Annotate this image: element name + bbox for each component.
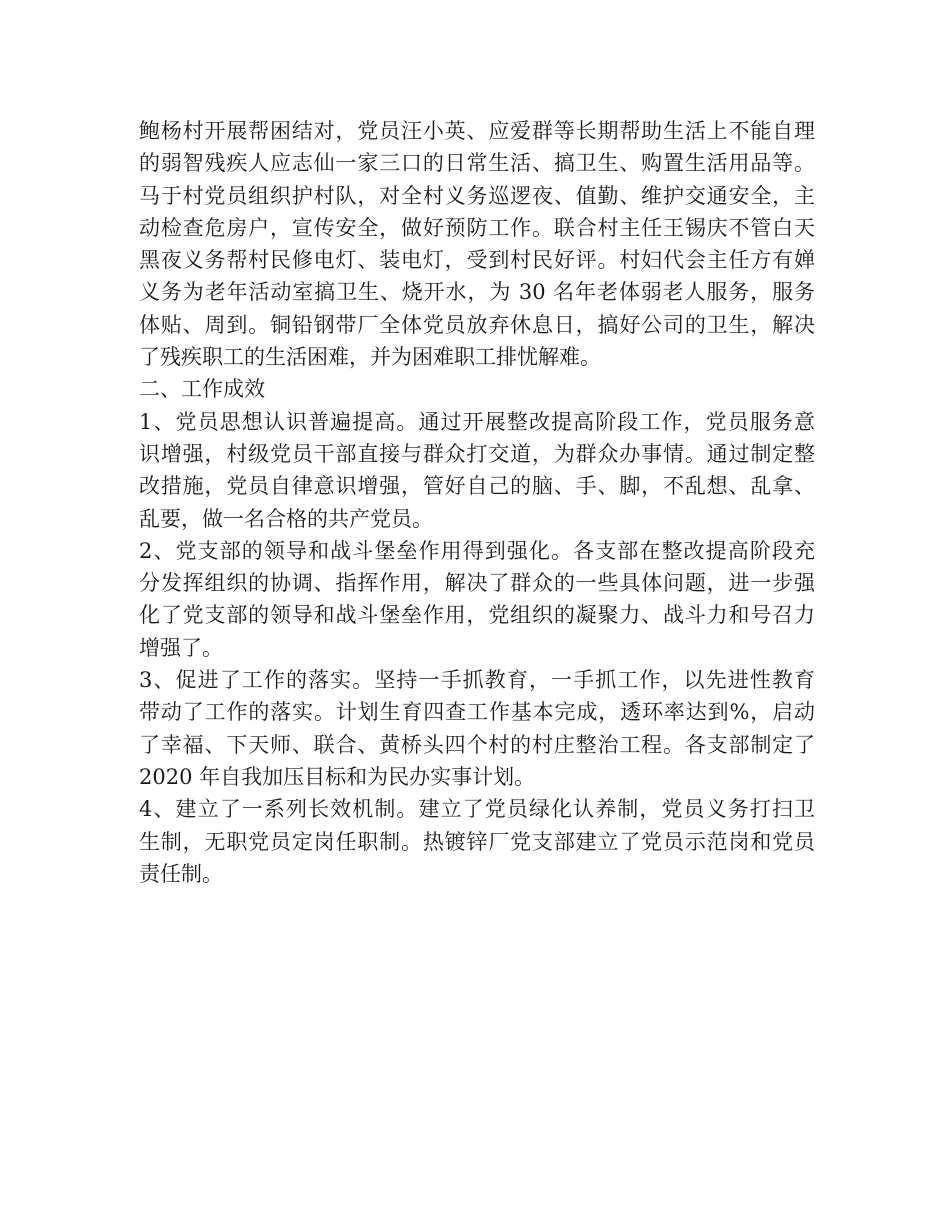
text-line: 了残疾职工的生活困难，并为困难职工排忧解难。 <box>139 345 601 370</box>
text-line: 生制，无职党员定岗任职制。热镀锌厂党支部建立了党员示范岗和党员 <box>139 829 815 854</box>
text-line: 义务为老年活动室搞卫生、烧开水，为 30 名年老体弱老人服务，服务 <box>139 280 815 305</box>
document-body <box>139 115 815 890</box>
text-line: 体贴、周到。铜铅钢带厂全体党员放弃休息日，搞好公司的卫生，解决 <box>139 312 815 337</box>
text-line: 4、建立了一系列长效机制。建立了党员绿化认养制，党员义务打扫卫 <box>139 797 815 822</box>
text-line: 分发挥组织的协调、指挥作用，解决了群众的一些具体问题，进一步强 <box>139 571 815 596</box>
text-line: 的弱智残疾人应志仙一家三口的日常生活、搞卫生、购置生活用品等。 <box>139 151 815 176</box>
text-line: 鲍杨村开展帮困结对，党员汪小英、应爱群等长期帮助生活上不能自理 <box>139 119 815 143</box>
text-line: 增强了。 <box>139 635 223 660</box>
text-line: 2、党支部的领导和战斗堡垒作用得到强化。各支部在整改提高阶段充 <box>139 538 815 563</box>
text-line: 动检查危房户，宣传安全，做好预防工作。联合村主任王锡庆不管白天 <box>139 215 815 240</box>
text-line: 3、促进了工作的落实。坚持一手抓教育，一手抓工作，以先进性教育 <box>139 668 815 693</box>
text-line: 2020 年自我加压目标和为民办实事计划。 <box>139 764 536 789</box>
text-line: 化了党支部的领导和战斗堡垒作用，党组织的凝聚力、战斗力和号召力 <box>139 603 815 628</box>
text-line: 识增强，村级党员干部直接与群众打交道，为群众办事情。通过制定整 <box>139 441 815 466</box>
text-line: 乱要，做一名合格的共产党员。 <box>139 506 433 531</box>
text-line: 带动了工作的落实。计划生育四查工作基本完成，透环率达到%，启动 <box>139 700 815 725</box>
text-line: 责任制。 <box>139 861 223 886</box>
section-heading: 二、工作成效 <box>139 377 265 402</box>
text-line: 了幸福、下天师、联合、黄桥头四个村的村庄整治工程。各支部制定了 <box>139 732 815 757</box>
text-line: 黑夜义务帮村民修电灯、装电灯，受到村民好评。村妇代会主任方有婵 <box>139 248 815 273</box>
text-line: 改措施，党员自律意识增强，管好自己的脑、手、脚，不乱想、乱拿、 <box>139 474 815 499</box>
text-line: 1、党员思想认识普遍提高。通过开展整改提高阶段工作，党员服务意 <box>139 409 815 434</box>
text-line: 马于村党员组织护村队，对全村义务巡逻夜、值勤、维护交通安全，主 <box>139 183 815 208</box>
